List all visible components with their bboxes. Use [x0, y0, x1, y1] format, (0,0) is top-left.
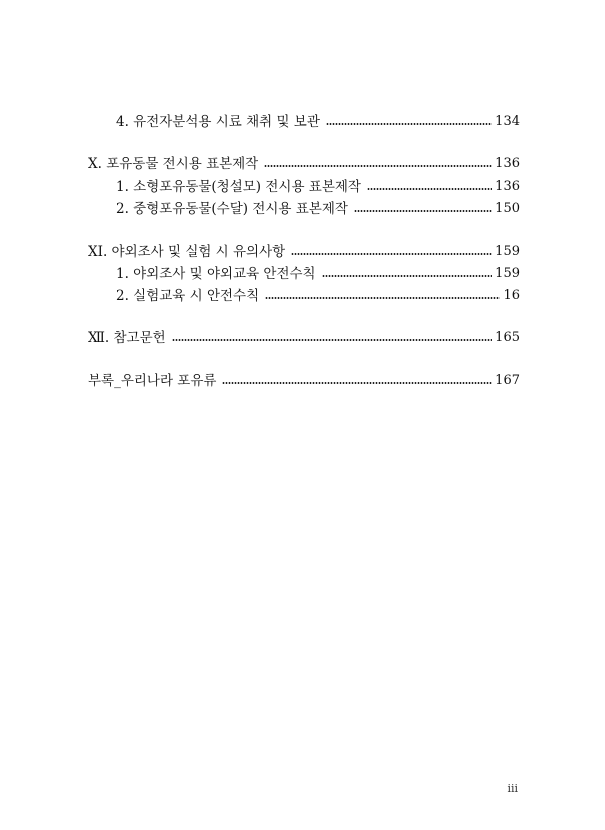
toc-entry-lab-safety-rules[interactable] [116, 286, 520, 306]
toc-appendix-korean-mammals[interactable] [88, 371, 520, 391]
toc-entry-title: Ⅻ. 참고문헌 [88, 330, 166, 346]
toc-entry-page: 159 [495, 244, 520, 259]
toc-entry-page: 136 [495, 179, 520, 194]
dot-leader [265, 297, 500, 299]
toc-entry-page: 159 [495, 266, 520, 281]
dot-leader [172, 339, 493, 341]
dot-leader [264, 165, 492, 167]
dot-leader [354, 210, 492, 212]
toc-chapter-10-mammal-specimen[interactable] [88, 154, 520, 174]
toc-entry-page: 167 [495, 373, 520, 388]
toc-entry-page: 136 [495, 156, 520, 171]
toc-entry-title: 부록_우리나라 포유류 [88, 373, 217, 389]
toc-entry-title: 1. 야외조사 및 야외교육 안전수칙 [116, 266, 316, 282]
dot-leader [326, 123, 492, 125]
toc-entry-page: 16 [503, 288, 520, 303]
toc-entry-title: 2. 중형포유동물(수달) 전시용 표본제작 [116, 201, 348, 217]
toc-entry-title: 1. 소형포유동물(청설모) 전시용 표본제작 [116, 179, 361, 195]
toc-entry-page: 150 [495, 201, 520, 216]
toc-chapter-12-references[interactable] [88, 328, 520, 348]
toc-entry-title: 4. 유전자분석용 시료 채취 및 보관 [116, 114, 320, 130]
dot-leader [222, 382, 492, 384]
dot-leader [322, 275, 493, 277]
toc-entry-medium-mammal-specimen[interactable] [116, 199, 520, 219]
toc-entry-title: XI. 야외조사 및 실험 시 유의사항 [88, 244, 286, 260]
toc-entry-page: 134 [495, 114, 520, 129]
toc-entry-title: 2. 실험교육 시 안전수칙 [116, 288, 260, 304]
toc-entry-title: Ⅹ. 포유동물 전시용 표본제작 [88, 156, 259, 172]
toc-entry-genetic-sample-collection[interactable] [116, 112, 520, 132]
dot-leader [291, 253, 492, 255]
dot-leader [367, 188, 492, 190]
toc-entry-small-mammal-specimen[interactable] [116, 177, 520, 197]
toc-entry-page: 165 [495, 330, 520, 345]
page-number: iii [507, 782, 518, 795]
toc-chapter-11-field-safety[interactable] [88, 242, 520, 262]
toc-entry-field-safety-rules[interactable] [116, 264, 520, 284]
